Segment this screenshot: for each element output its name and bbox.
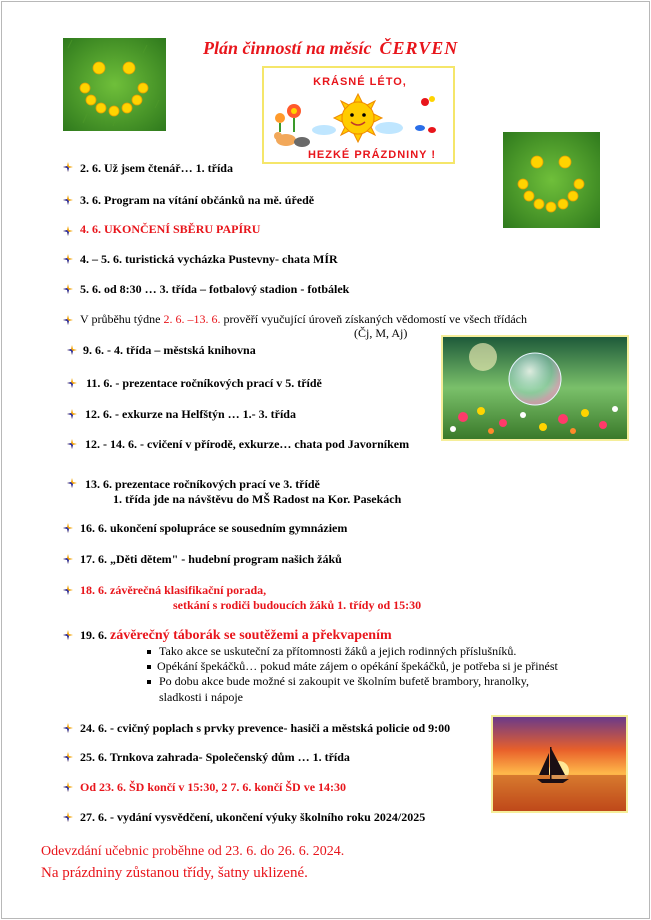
banner-top-text: KRÁSNÉ LÉTO, [313, 76, 407, 88]
schedule-item [80, 810, 425, 824]
square-bullet-icon [147, 665, 151, 669]
schedule-item-text: 16. 6. ukončení spolupráce se sousedním gymnáziem [80, 521, 348, 535]
square-bullet-icon [147, 680, 151, 684]
schedule-item [80, 312, 527, 326]
four-point-star-bullet-icon [63, 585, 73, 595]
schedule-item-second-line: setkání s rodiči budoucích žáků 1. třídy od 15:30 [173, 598, 422, 612]
schedule-item [80, 193, 314, 207]
footer-textbooks-note: Odevzdání učebnic proběhne od 23. 6. do 26. 6. 2024. [41, 844, 345, 859]
four-point-star-bullet-icon [63, 752, 73, 762]
four-point-star-bullet-icon [63, 782, 73, 792]
schedule-item-highlight: závěrečný táborák se soutěžemi a překvapením [110, 628, 392, 643]
schedule-item-text: 2. 6. Už jsem čtenář… 1. třída [80, 161, 233, 175]
meadow-bubble-image [441, 335, 629, 441]
schedule-item-second-line: 1. třída jde na návštěvu do MŠ Radost na Kor. Pasekách [113, 492, 402, 506]
four-point-star-bullet-icon [67, 378, 77, 388]
four-point-star-bullet-icon [63, 315, 73, 325]
four-point-star-bullet-icon [63, 284, 73, 294]
sub-item: Opékání špekáčků… pokud máte zájem o opékání špekáčků, je potřeba si je přinést [157, 659, 558, 673]
schedule-item [85, 407, 296, 421]
four-point-star-bullet-icon [67, 439, 77, 449]
square-bullet-icon [147, 650, 151, 654]
schedule-item [85, 437, 409, 451]
four-point-star-bullet-icon [63, 723, 73, 733]
schedule-item-second-line: (Čj, M, Aj) [354, 326, 408, 340]
four-point-star-bullet-icon [63, 523, 73, 533]
schedule-item [80, 721, 450, 735]
title-month: ČERVEN [379, 38, 459, 58]
schedule-item-text: 4. 6. UKONČENÍ SBĚRU PAPÍRU [80, 222, 261, 236]
schedule-item [80, 780, 346, 794]
four-point-star-bullet-icon [63, 812, 73, 822]
schedule-item-text: 19. 6. [80, 628, 110, 642]
schedule-item-text: 3. 6. Program na vítání občánků na mě. úředě [80, 193, 315, 207]
schedule-item-text: 5. 6. od 8:30 … 3. třída – fotbalový stadion - fotbálek [80, 282, 350, 296]
four-point-star-bullet-icon [63, 254, 73, 264]
schedule-item-text: 4. – 5. 6. turistická vycházka Pustevny- chata MÍR [80, 252, 338, 266]
banner-bottom-text: HEZKÉ PRÁZDNINY ! [307, 149, 437, 161]
sub-item: Po dobu akce bude možné si zakoupit ve školním bufetě brambory, hranolky, [159, 674, 530, 688]
four-point-star-bullet-icon [63, 630, 73, 640]
schedule-item-text: 12. - 14. 6. - cvičení v přírodě, exkurze… chata pod Javorníkem [85, 437, 410, 451]
schedule-item-text: 24. 6. - cvičný poplach s prvky prevence- hasiči a městská policie od 9:00 [80, 721, 451, 735]
schedule-item-text: V průběhu týdne [80, 312, 164, 326]
summer-banner [262, 66, 455, 164]
four-point-star-bullet-icon [67, 478, 77, 488]
title-prefix: Plán činností na měsíc [203, 38, 372, 58]
schedule-item [80, 521, 347, 535]
schedule-item [80, 628, 392, 643]
schedule-item [80, 282, 349, 296]
schedule-item [83, 343, 256, 357]
four-point-star-bullet-icon [63, 162, 73, 172]
schedule-item-text: 18. 6. závěrečná klasifikační porada, [80, 583, 267, 597]
sub-item: sladkosti i nápoje [159, 690, 243, 704]
schedule-item-text: 27. 6. - vydání vysvědčení, ukončení výuky školního roku 2024/2025 [80, 810, 426, 824]
dandelion-smiley-image-right [503, 132, 600, 228]
schedule-item [80, 161, 233, 175]
sailboat-sunset-image [491, 715, 628, 813]
schedule-item [85, 477, 320, 491]
schedule-item-text: 25. 6. Trnkova zahrada- Společenský dům … 1. třída [80, 750, 350, 764]
schedule-item-highlight: 2. 6. –13. 6. [163, 312, 221, 326]
schedule-item [80, 252, 338, 266]
four-point-star-bullet-icon [63, 226, 73, 236]
four-point-star-bullet-icon [67, 345, 77, 355]
schedule-item [80, 552, 342, 566]
schedule-item [86, 376, 322, 390]
four-point-star-bullet-icon [63, 554, 73, 564]
schedule-item-text: 9. 6. - 4. třída – městská knihovna [83, 343, 256, 357]
sub-item: Tako akce se uskuteční za přítomnosti žáků a jejich rodinných příslušníků. [159, 644, 517, 658]
footer-classroom-note: Na prázdniny zůstanou třídy, šatny uklizené. [41, 865, 308, 881]
schedule-item [80, 222, 260, 236]
page-title [203, 38, 458, 59]
schedule-item-text: Od 23. 6. ŠD končí v 15:30, 2 7. 6. končí ŠD ve 14:30 [80, 780, 347, 794]
dandelion-smiley-image-left [63, 38, 166, 131]
schedule-item-text: 13. 6. prezentace ročníkových prací ve 3. třídě [85, 477, 320, 491]
four-point-star-bullet-icon [63, 195, 73, 205]
schedule-item-text: 17. 6. „Děti dětem" - hudební program našich žáků [80, 552, 342, 566]
schedule-item [80, 750, 350, 764]
schedule-item [80, 583, 266, 597]
schedule-item-text-cont: prověří vyučující úroveň získaných vědomostí ve všech třídách [220, 312, 528, 326]
schedule-item-text: 11. 6. - prezentace ročníkových prací v 5. třídě [86, 376, 322, 390]
four-point-star-bullet-icon [67, 409, 77, 419]
schedule-item-text: 12. 6. - exkurze na Helfštýn … 1.- 3. třída [85, 407, 296, 421]
